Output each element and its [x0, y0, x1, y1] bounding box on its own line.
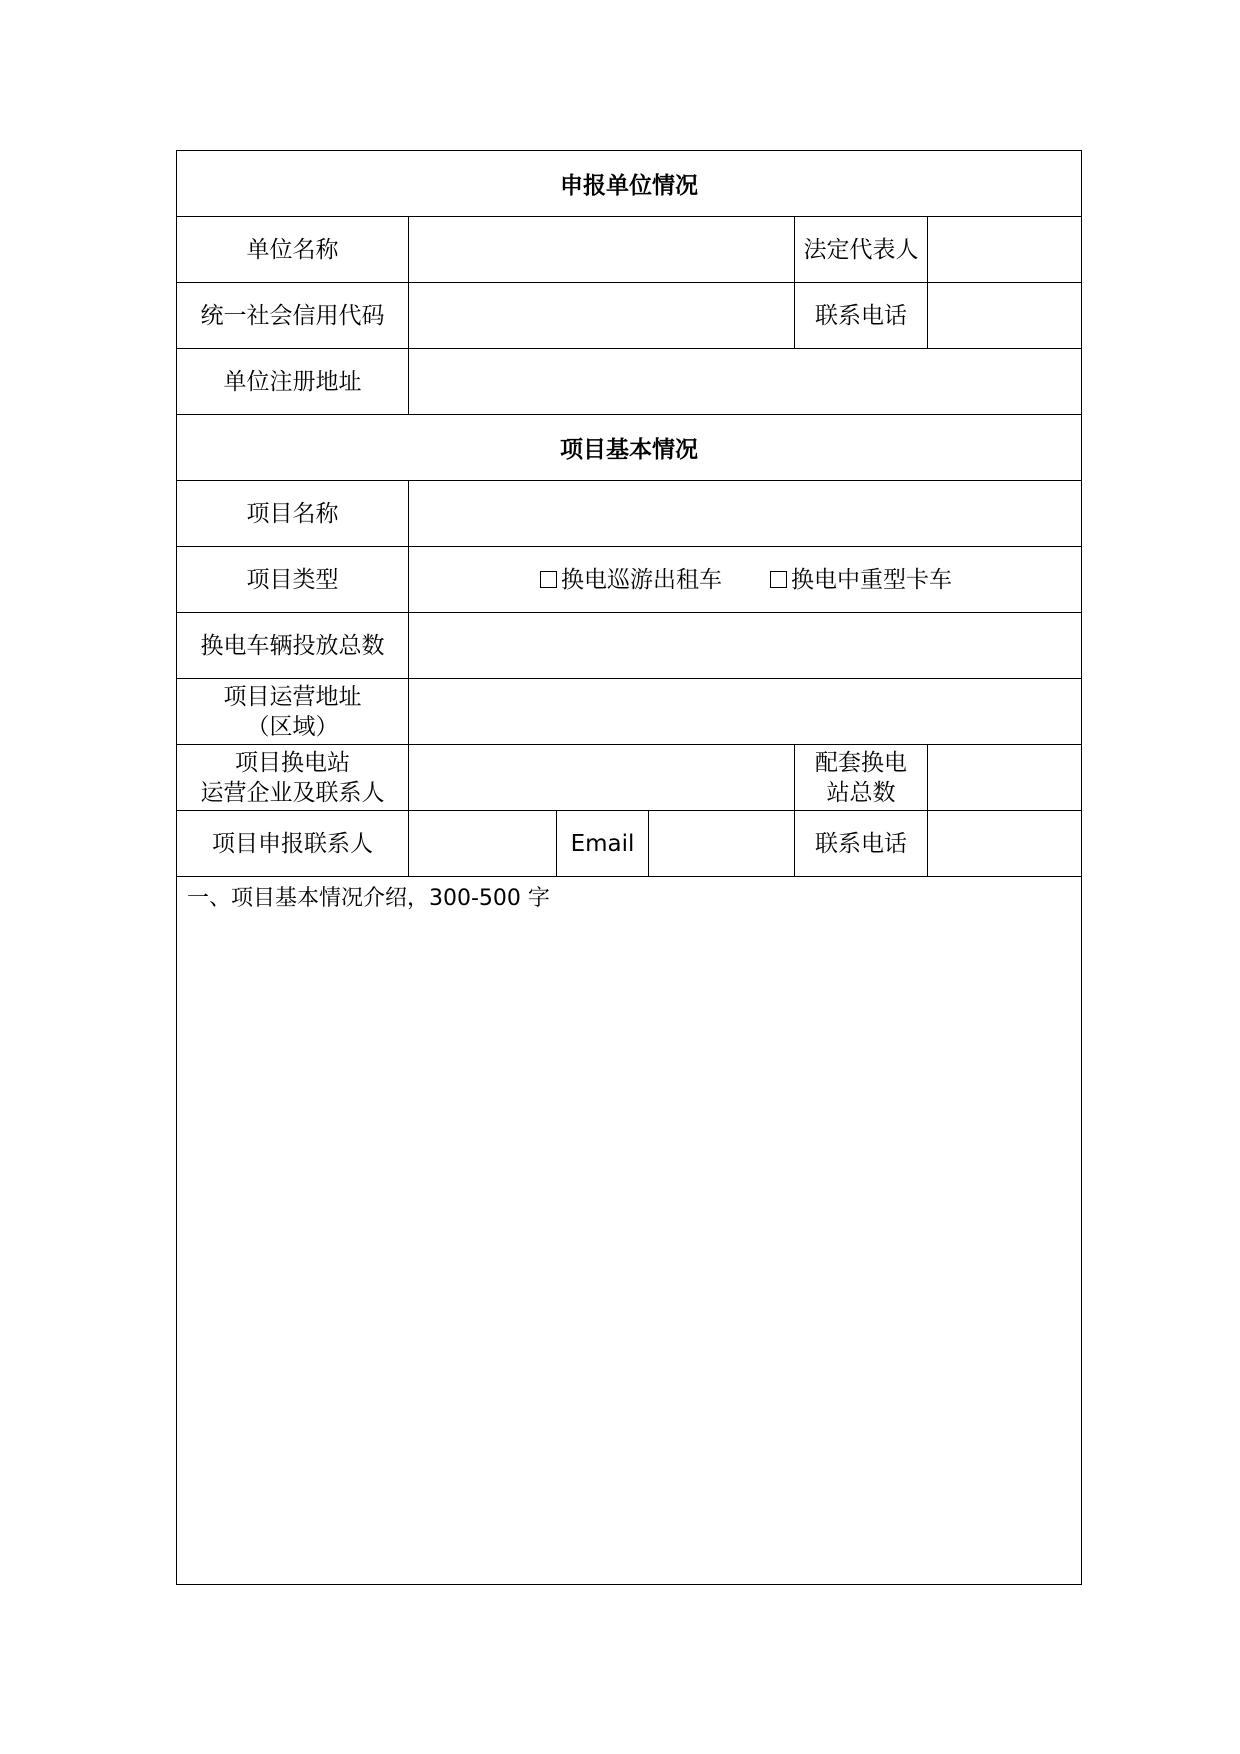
section-title-applicant: 申报单位情况	[177, 151, 1081, 217]
station-company-label-line1: 项目换电站	[235, 749, 350, 776]
checkbox-truck[interactable]	[770, 571, 787, 588]
legal-rep-label: 法定代表人	[795, 217, 928, 282]
unit-name-label: 单位名称	[177, 217, 409, 282]
phone-label: 联系电话	[795, 283, 928, 348]
option-truck[interactable]	[770, 565, 952, 595]
station-count-label-line1: 配套换电	[815, 749, 907, 776]
contact-phone-field[interactable]	[928, 811, 1083, 876]
phone-field[interactable]	[928, 283, 1083, 348]
station-company-label-line2: 运营企业及联系人	[200, 779, 385, 806]
vehicle-total-label: 换电车辆投放总数	[177, 613, 409, 678]
row-vehicle-total	[177, 613, 1081, 679]
op-address-label	[177, 679, 409, 744]
row-op-address	[177, 679, 1081, 745]
op-address-label-line1: 项目运营地址	[223, 683, 362, 710]
contact-field[interactable]	[409, 811, 557, 876]
station-company-label	[177, 745, 409, 810]
row-credit-code	[177, 283, 1081, 349]
row-station-company	[177, 745, 1081, 811]
reg-address-field[interactable]	[409, 349, 1083, 414]
reg-address-label: 单位注册地址	[177, 349, 409, 414]
station-company-field[interactable]	[409, 745, 795, 810]
op-address-field[interactable]	[409, 679, 1083, 744]
project-name-field[interactable]	[409, 481, 1083, 546]
project-type-options	[409, 547, 1083, 612]
contact-phone-label: 联系电话	[795, 811, 928, 876]
row-unit-name	[177, 217, 1081, 283]
checkbox-taxi[interactable]	[540, 571, 557, 588]
project-type-label: 项目类型	[177, 547, 409, 612]
credit-code-label: 统一社会信用代码	[177, 283, 409, 348]
vehicle-total-field[interactable]	[409, 613, 1083, 678]
narrative-area[interactable]	[177, 877, 1081, 1584]
row-contact	[177, 811, 1081, 877]
station-count-field[interactable]	[928, 745, 1083, 810]
narrative-title: 一、项目基本情况介绍，300-500 字	[187, 886, 550, 911]
section-title-project: 项目基本情况	[177, 415, 1081, 481]
credit-code-field[interactable]	[409, 283, 795, 348]
legal-rep-field[interactable]	[928, 217, 1083, 282]
project-name-label: 项目名称	[177, 481, 409, 546]
email-label: Email	[557, 811, 649, 876]
option-taxi-label: 换电巡游出租车	[561, 566, 722, 593]
application-form	[176, 150, 1082, 1585]
row-project-type	[177, 547, 1081, 613]
station-count-label-line2: 站总数	[826, 779, 896, 806]
option-taxi[interactable]	[540, 565, 722, 595]
op-address-label-line2: （区域）	[246, 713, 339, 740]
unit-name-field[interactable]	[409, 217, 795, 282]
email-field[interactable]	[649, 811, 795, 876]
option-truck-label: 换电中重型卡车	[791, 566, 952, 593]
row-reg-address	[177, 349, 1081, 415]
station-count-label	[795, 745, 928, 810]
contact-label: 项目申报联系人	[177, 811, 409, 876]
row-project-name	[177, 481, 1081, 547]
